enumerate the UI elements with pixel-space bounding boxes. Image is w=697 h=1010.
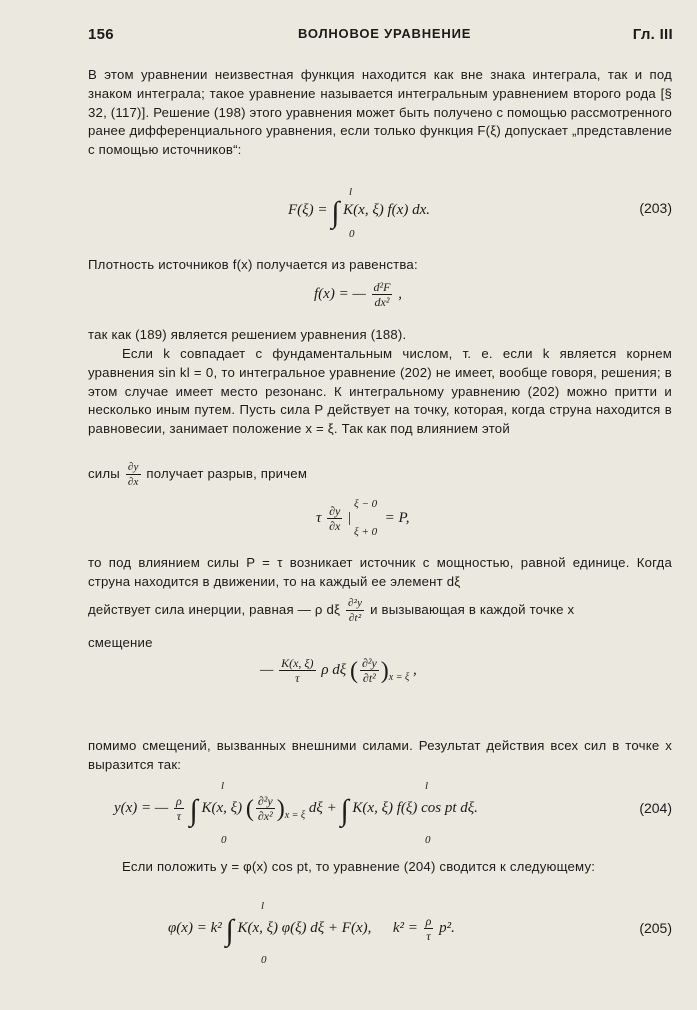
disp-num: K(x, ξ) <box>281 656 314 670</box>
p5-fraction <box>126 460 141 489</box>
integral-sign: ∫ <box>189 794 198 827</box>
equation-fx <box>88 276 672 316</box>
eqfx-num: d²F <box>373 280 391 294</box>
jump-upper: ξ − 0 <box>354 498 378 510</box>
eqfx-den: dx² <box>374 295 390 309</box>
eq204-mid: dξ + <box>308 800 337 816</box>
disp-den: τ <box>295 671 300 685</box>
eq204-k1: K(x, ξ) <box>201 800 243 816</box>
eq203-lhs: F(ξ) = <box>288 202 328 218</box>
equation-203 <box>88 186 672 246</box>
jump-lower: ξ + 0 <box>354 526 378 538</box>
jump-fraction <box>327 504 342 533</box>
eq203-upper-limit: l <box>349 186 353 198</box>
integral-sign: ∫ <box>331 196 340 229</box>
equation-204: y(x) = — $\frac{\rho}{\tau}$ ∫ K(x, ξ) ( $\frac{\text{∂²y}}{\text{∂x²}}$ )$_{x = \xi}$ dξ + ∫ K(x, ξ) f(ξ) cos pt dξ. l 0 l 0 (204) <box>114 780 672 846</box>
paragraph-4 <box>88 345 672 439</box>
eqfx-lhs: f(x) = — <box>314 285 366 302</box>
eq205-coef-den: τ <box>426 929 431 944</box>
eq205-coef <box>424 914 434 943</box>
eqfx-fraction <box>372 280 393 309</box>
p5-num: ∂y <box>127 461 139 473</box>
disp-pnum: ∂²y <box>361 656 377 670</box>
disp-mid: ρ dξ <box>321 661 347 678</box>
disp-prefix: — <box>260 661 274 678</box>
chapter-title: ВОЛНОВОЕ УРАВНЕНИЕ <box>298 26 472 41</box>
disp-tail: , <box>413 661 417 678</box>
eq205-k2: k² = <box>392 920 418 936</box>
eq205-lower: 0 <box>261 954 267 966</box>
eq204-partial <box>256 794 275 823</box>
eq205-lhs: φ(x) = k² <box>168 920 222 936</box>
eq204-lhs: y(x) = — <box>114 800 169 816</box>
equation-jump <box>88 496 672 546</box>
disp-pden: ∂t² <box>362 671 376 685</box>
eq205-upper: l <box>261 900 265 912</box>
p7-num: ∂²y <box>348 597 363 609</box>
page-number: 156 <box>88 26 114 43</box>
paragraph-2: Плотность источников f(x) получается из равенства: <box>88 257 418 272</box>
jump-rhs: = P, <box>384 509 410 526</box>
eq204-coef-num: ρ <box>176 794 182 809</box>
jump-num: ∂y <box>329 504 341 518</box>
eq204-lower-2: 0 <box>425 834 431 846</box>
paragraph-1: В этом уравнении неизвестная функция находится как вне знака интеграла, так и под знаком интеграла; такое уравнение называется интегральным уравнением второго рода [§ 32, (117)]. Решение (198) этого уравнения может быть получено с помощью рассмотренного ранее дифференциального уравнения, если только функция F(ξ) допускает „представление с помощью источников“: <box>88 67 673 158</box>
paragraph-7 <box>88 596 672 625</box>
paragraph-9: помимо смещений, вызванных внешними силами. Результат действия всех сил в точке x выразится так: <box>88 738 672 772</box>
eq204-pden: ∂x² <box>257 809 273 824</box>
jump-den: ∂x <box>329 519 341 533</box>
eq205-body: K(x, ξ) φ(ξ) dξ + F(x), <box>237 920 372 936</box>
paragraph-5 <box>88 460 488 489</box>
p5-end: получает разрыв, причем <box>146 465 308 481</box>
paragraph-10-text: Если положить y = φ(x) cos pt, то уравнение (204) сводится к следующему: <box>122 859 596 874</box>
p7-end: и вызывающая в каждой точке x <box>370 601 575 617</box>
disp-fraction <box>279 656 315 685</box>
equation-205 <box>88 900 672 970</box>
jump-bar: | <box>348 509 352 526</box>
equation-displacement: — $\frac{K(x, \xi)}{\tau}$ ρ dξ ( $\frac{\text{∂²y}}{\text{∂t²}}$ )$_{x = \xi}$ , <box>260 656 417 685</box>
eq205-coef-num: ρ <box>425 914 432 929</box>
eqfx-tail: , <box>398 285 402 302</box>
eq204-k2: K(x, ξ) f(ξ) cos pt dξ. <box>352 800 478 816</box>
eq204-sub: x = ξ <box>284 810 306 821</box>
jump-lhs: τ <box>316 509 322 526</box>
eq204-pnum: ∂²y <box>257 794 273 809</box>
p7-start: действует сила инерции, равная — ρ dξ <box>88 601 341 617</box>
eq204-upper-1: l <box>221 780 225 792</box>
p5-start: силы <box>88 465 120 481</box>
eq204-number: (204) <box>639 800 672 816</box>
disp-partial <box>360 656 379 685</box>
eq204-coef <box>174 794 184 823</box>
eq204-coef-den: τ <box>176 809 182 824</box>
running-header <box>88 26 673 48</box>
paragraph-6: то под влиянием силы P = τ возникает источник с мощностью, равной единице. Когда струна находится в движении, то на каждый ее элемент dξ <box>88 555 672 589</box>
eq203-rhs: K(x, ξ) f(x) dx. <box>343 202 430 218</box>
eq204-upper-2: l <box>425 780 429 792</box>
integral-sign: ∫ <box>340 794 349 827</box>
eq205-p2: p². <box>439 920 455 936</box>
paragraph-3: так как (189) является решением уравнения (188). <box>88 327 407 342</box>
paragraph-10 <box>88 858 672 877</box>
eq205-number: (205) <box>639 920 672 936</box>
chapter-label: Гл. III <box>632 26 673 43</box>
paragraph-4-text: Если k совпадает с фундаментальным числом, т. е. если k является корнем уравнения sin kl = 0, то интегральное уравнение (202) не имеет, вообще говоря, решения; в этом случае имеет место резонанс. К интегральному уравнению (202) можно притти и несколько иным путем. Пусть сила P действует на точку, которая, когда струна находится в равновесии, занимает положение x = ξ. Так как под влиянием этой <box>88 346 672 437</box>
disp-sub: x = ξ <box>388 671 410 683</box>
eq204-lower-1: 0 <box>221 834 227 846</box>
p7-den: ∂t² <box>348 612 362 624</box>
eq203-lower-limit: 0 <box>349 228 355 240</box>
paragraph-8: смещение <box>88 635 153 650</box>
eq203-number: (203) <box>639 200 672 216</box>
integral-sign: ∫ <box>225 914 234 947</box>
p5-den: ∂x <box>127 476 139 488</box>
p7-fraction <box>346 596 364 625</box>
